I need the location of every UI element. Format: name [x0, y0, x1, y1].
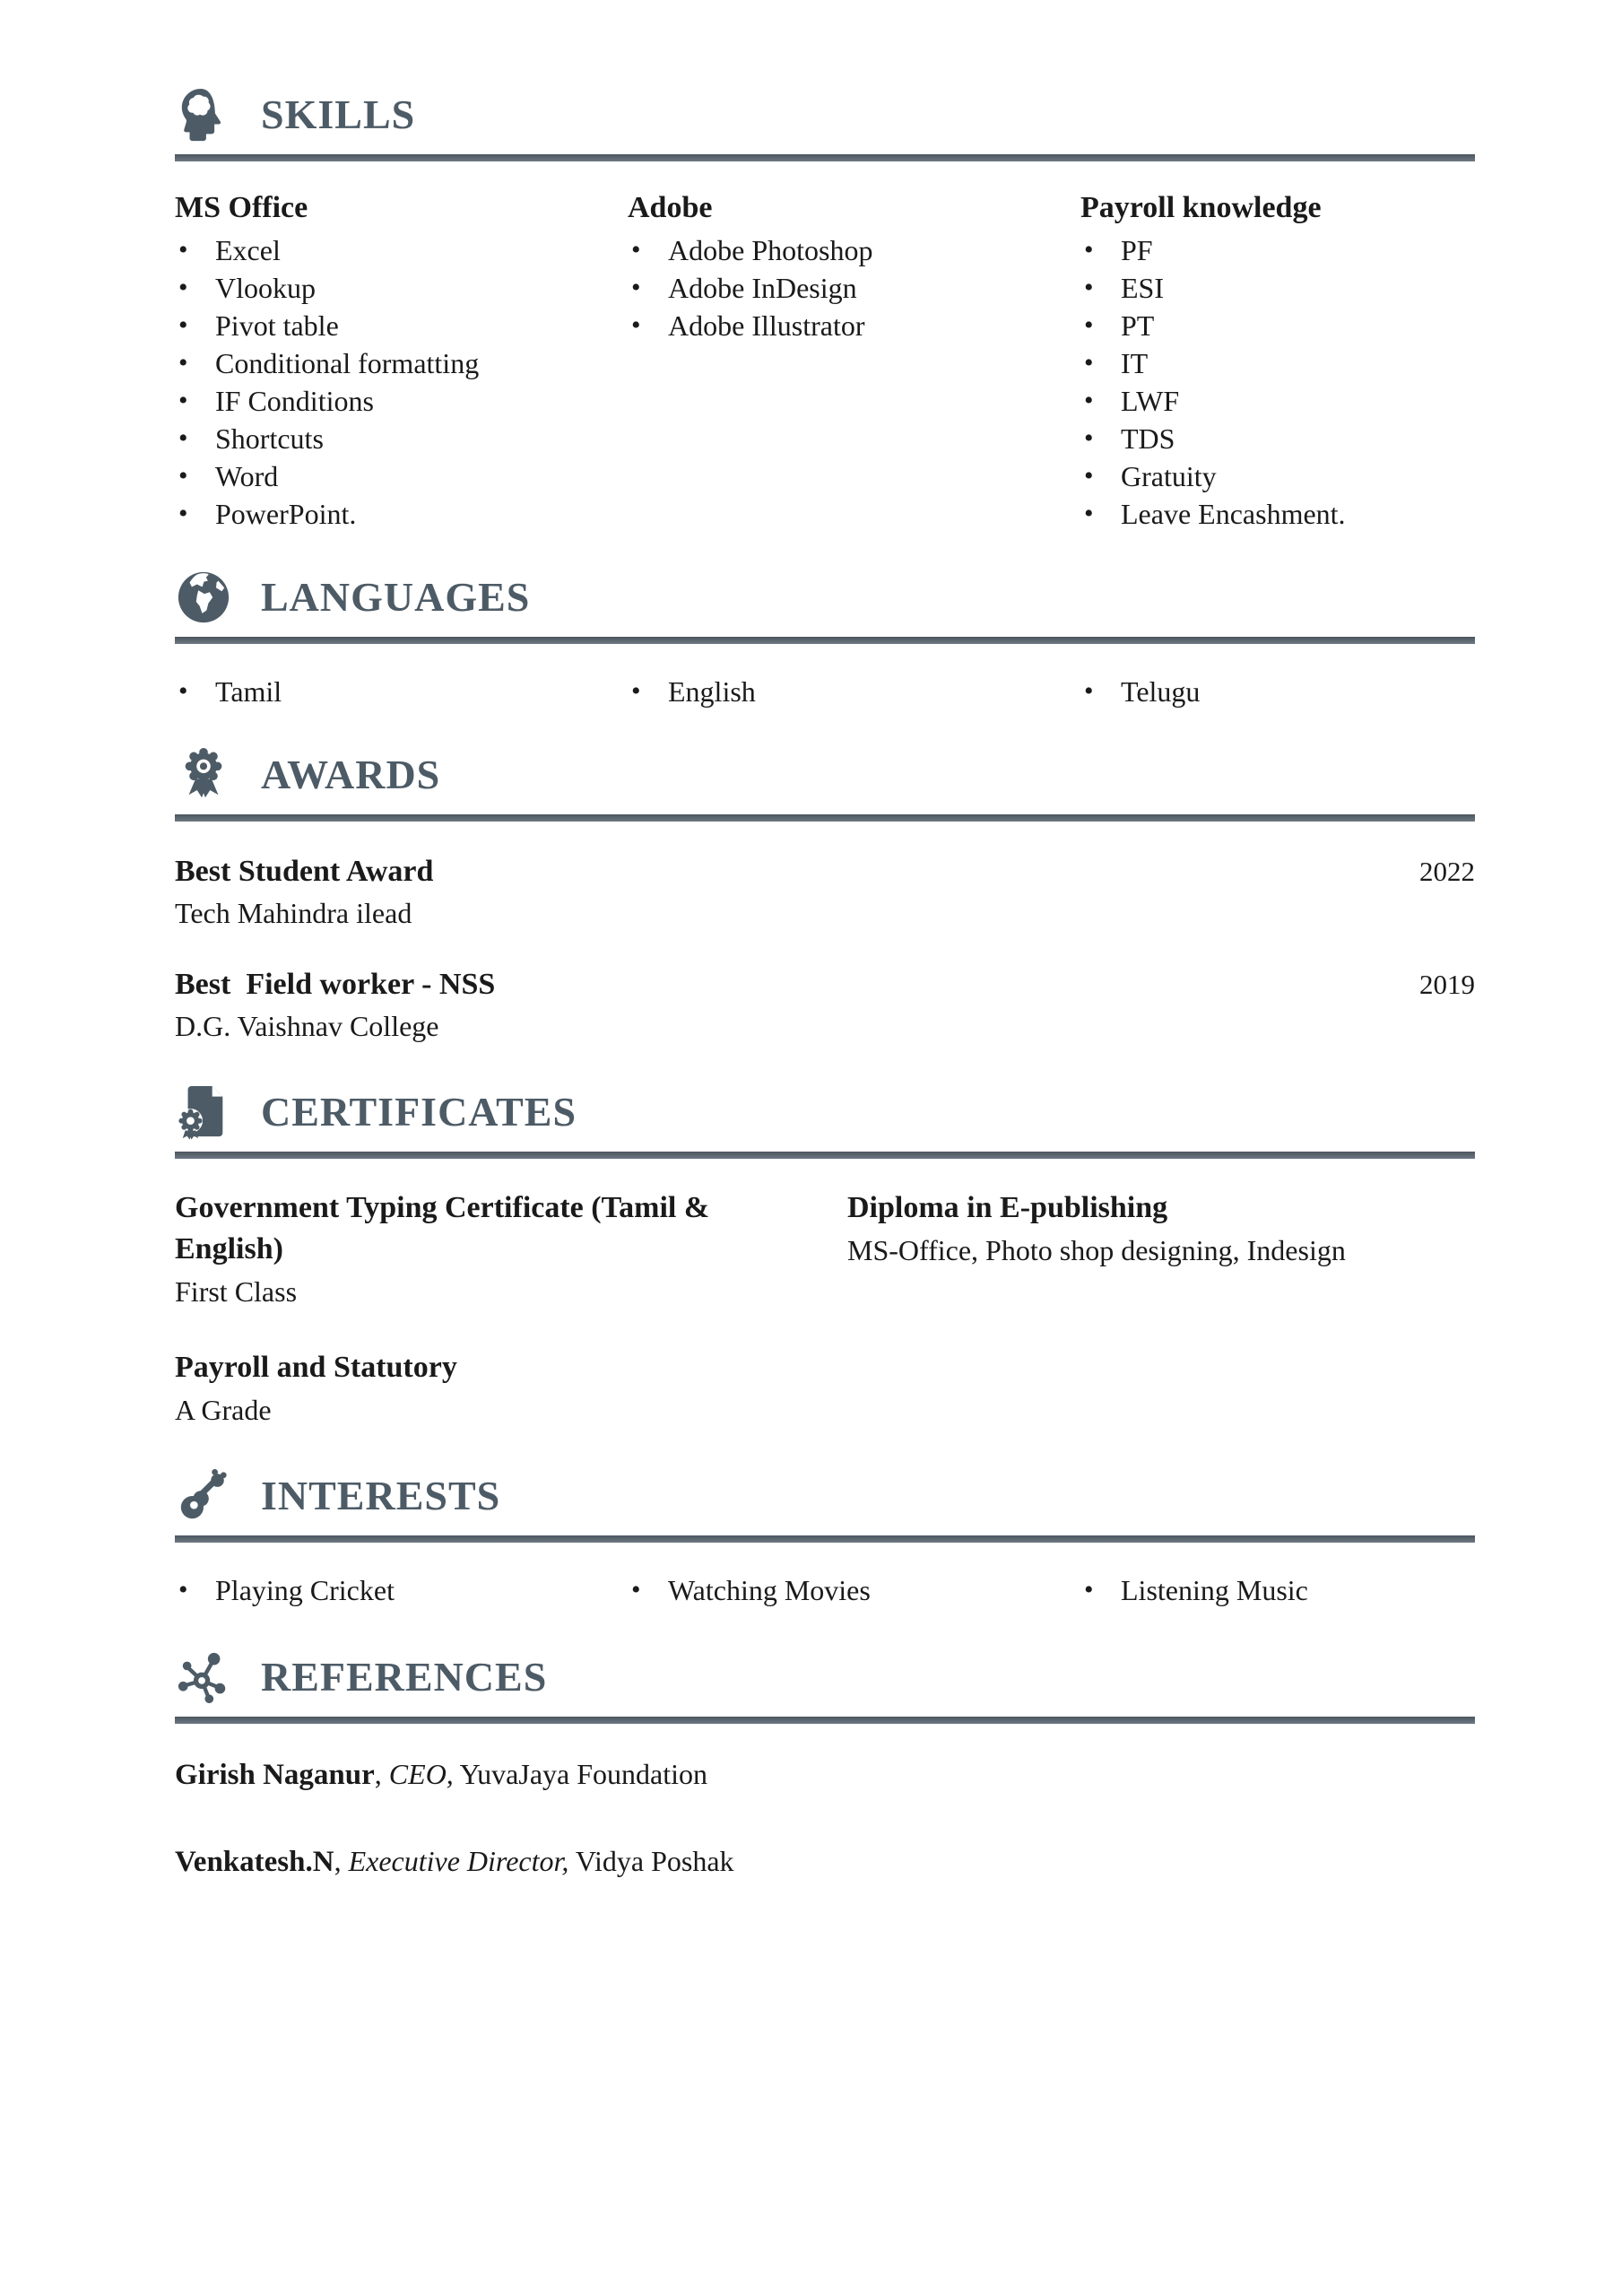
award-organization: D.G. Vaishnav College [175, 1010, 439, 1042]
certificate-detail: A Grade [175, 1394, 272, 1426]
skill-item: • ESI [1080, 269, 1475, 307]
language-item: • Telugu [1080, 673, 1475, 710]
skill-item: • PF [1080, 231, 1475, 269]
award-organization: Tech Mahindra ilead [175, 897, 412, 929]
skills-groups [175, 190, 1475, 533]
skill-item: • Vlookup [175, 269, 628, 307]
skill-item: • Excel [175, 231, 628, 269]
network-icon [175, 1648, 232, 1706]
skill-item: • Pivot table [175, 307, 628, 344]
skill-group [175, 190, 628, 533]
reference-name: Venkatesh.N [175, 1846, 334, 1878]
skill-group-heading: Payroll knowledge [1080, 191, 1322, 224]
skill-item: • TDS [1080, 420, 1475, 457]
award-entry-header [175, 852, 1475, 891]
globe-icon [175, 569, 232, 626]
skills-rule [175, 154, 1475, 161]
reference-entry [175, 1756, 1475, 1793]
language-item: • English [628, 673, 1080, 710]
skill-item: • IT [1080, 344, 1475, 382]
section-skills [175, 86, 1475, 533]
reference-role: CEO, [388, 1758, 454, 1790]
award-entry [175, 852, 1475, 931]
certificates-entries [175, 1187, 1475, 1428]
references-header [175, 1648, 1475, 1706]
skill-item: • PT [1080, 307, 1475, 344]
award-title: Best Field worker - NSS [175, 968, 496, 1001]
skill-list [628, 231, 1080, 344]
reference-entry [175, 1843, 1475, 1880]
skill-item: • Adobe Photoshop [628, 231, 1080, 269]
certificates-title: CERTIFICATES [261, 1089, 577, 1135]
certificate-detail: First Class [175, 1275, 298, 1308]
skill-item: • Word [175, 457, 628, 495]
section-awards [175, 746, 1475, 1044]
certificates-rule [175, 1152, 1475, 1159]
reference-name: Girish Naganur [175, 1759, 375, 1791]
awards-entries [175, 852, 1475, 1044]
skill-group-heading: Adobe [628, 191, 713, 224]
references-entries [175, 1756, 1475, 1880]
certificate-icon [175, 1083, 232, 1141]
certificate-title: Government Typing Certificate (Tamil & English) [175, 1191, 710, 1265]
awards-rule [175, 814, 1475, 822]
skill-item: • Conditional formatting [175, 344, 628, 382]
interest-item: • Playing Cricket [175, 1571, 628, 1609]
languages-header [175, 569, 1475, 626]
reference-organization: YuvaJaya Foundation [459, 1758, 708, 1790]
interests-title: INTERESTS [261, 1473, 501, 1518]
skill-item: • IF Conditions [175, 382, 628, 420]
award-year: 2019 [1419, 969, 1475, 1000]
skill-item: • Adobe InDesign [628, 269, 1080, 307]
skill-group [1080, 190, 1475, 533]
guitar-icon [175, 1467, 232, 1525]
head-brain-icon [175, 86, 232, 144]
certificate-detail: MS-Office, Photo shop designing, Indesign [847, 1234, 1346, 1266]
interests-rule [175, 1535, 1475, 1543]
section-interests [175, 1467, 1475, 1609]
reference-role: Executive Director, [348, 1845, 569, 1877]
languages-title: LANGUAGES [261, 574, 531, 620]
language-item: • Tamil [175, 673, 628, 710]
certificate-title: Diploma in E-publishing [847, 1191, 1168, 1224]
awards-header [175, 746, 1475, 804]
reference-separator: , [334, 1845, 349, 1877]
references-rule [175, 1717, 1475, 1724]
skill-item: • LWF [1080, 382, 1475, 420]
section-certificates [175, 1083, 1475, 1428]
reference-separator [568, 1845, 575, 1877]
languages-rule [175, 637, 1475, 644]
award-entry-header [175, 965, 1475, 1004]
skill-list [175, 231, 628, 533]
skill-item: • Adobe Illustrator [628, 307, 1080, 344]
languages-list [175, 673, 1475, 710]
certificate-title: Payroll and Statutory [175, 1351, 457, 1384]
skill-group-heading: MS Office [175, 191, 308, 224]
medal-icon [175, 746, 232, 804]
reference-separator: , [374, 1758, 389, 1790]
certificates-header [175, 1083, 1475, 1141]
award-year: 2022 [1419, 856, 1475, 887]
reference-separator [454, 1758, 460, 1790]
interest-item: • Watching Movies [628, 1571, 1080, 1609]
certificate-entry [175, 1347, 847, 1428]
skill-list [1080, 231, 1475, 533]
awards-title: AWARDS [261, 752, 441, 797]
references-title: REFERENCES [261, 1654, 548, 1700]
skill-item: • Shortcuts [175, 420, 628, 457]
skill-item: • Leave Encashment. [1080, 495, 1475, 533]
skill-item: • Gratuity [1080, 457, 1475, 495]
skills-title: SKILLS [261, 91, 416, 137]
certificate-entry [175, 1187, 847, 1309]
reference-organization: Vidya Poshak [575, 1845, 734, 1877]
section-references [175, 1648, 1475, 1880]
skills-header [175, 86, 1475, 144]
skill-item: • PowerPoint. [175, 495, 628, 533]
interests-list [175, 1571, 1475, 1609]
interest-item: • Listening Music [1080, 1571, 1475, 1609]
interests-header [175, 1467, 1475, 1525]
award-title: Best Student Award [175, 855, 434, 888]
certificate-entry [847, 1187, 1475, 1309]
section-languages [175, 569, 1475, 710]
skill-group [628, 190, 1080, 533]
award-entry [175, 965, 1475, 1044]
